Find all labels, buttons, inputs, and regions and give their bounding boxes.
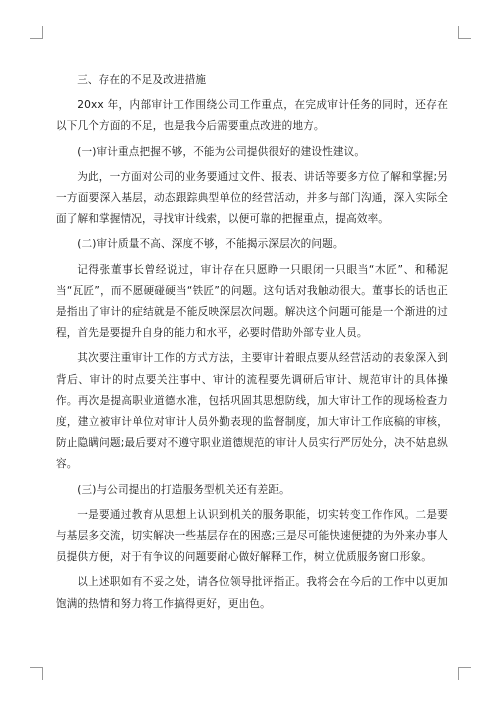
- section-heading: 三、存在的不足及改进措施: [77, 74, 207, 86]
- body-paragraph-1: 为此，一方面对公司的业务要通过文件、报表、讲话等要多方位了解和掌握;另一方面要深入基层，动态跟踪典型单位的经营活动，并多与部门沟通，深入实际全面了解和掌握情况，寻找审计线索，以便可靠的把握重点，提高效率。: [56, 170, 448, 226]
- crop-mark-bottom-left: [30, 667, 43, 680]
- subheading-3: (三)与公司提出的打造服务型机关还有差距。: [77, 483, 290, 496]
- crop-mark-top-left: [30, 26, 43, 39]
- crop-mark-bottom-right: [458, 667, 471, 680]
- body-paragraph-2b: 其次要注重审计工作的方式方法，主要审计着眼点要从经营活动的表象深入到背后、审计的时点要关注事中、审计的流程要先调研后审计、规范审计的具体操作。再次是提高职业道德水准，包括巩固其思想防线，加大审计工作的现场检查力度，建立被审计单位对审计人员外勤表现的监督制度，加大审计工作底稿的审核，防止隐瞒问题;最后要对不遵守职业道德规范的审计人员实行严厉处分，决不姑息纵容。: [56, 352, 448, 471]
- body-paragraph-intro: 20xx 年，内部审计工作围绕公司工作重点，在完成审计任务的同时，还存在以下几个方面的不足，也是我今后需要重点改进的地方。: [56, 99, 448, 133]
- subheading-2: (二)审计质量不高、深度不够，不能揭示深层次的问题。: [77, 238, 344, 251]
- body-paragraph-2a: 记得张董事长曾经说过，审计存在只愿睁一只眼闭一只眼当“木匠”、和稀泥当“瓦匠”，而不愿硬碰硬当“铁匠”的问题。这句话对我触动很大。董事长的话也正是指出了审计的症结就是不能反映深层次问题。解决这个问题可能是一个渐进的过程，首先是要提升自身的能力和水平，必要时借助外部专业人员。: [56, 263, 448, 340]
- subheading-1: (一)审计重点把握不够，不能为公司提供很好的建设性建议。: [77, 145, 366, 158]
- crop-mark-top-right: [458, 26, 471, 39]
- body-paragraph-3: 一是要通过教育从思想上认识到机关的服务职能，切实转变工作作风。二是要与基层多交流，切实解决一些基层存在的困惑;三是尽可能快速便捷的为外来办事人员提供方便，对于有争议的问题要耐心做好解释工作，树立优质服务窗口形象。: [56, 508, 448, 564]
- closing-paragraph: 以上述职如有不妥之处，请各位领导批评指正。我将会在今后的工作中以更加饱满的热情和努力将工作搞得更好，更出色。: [56, 576, 448, 610]
- document-body: [56, 70, 448, 619]
